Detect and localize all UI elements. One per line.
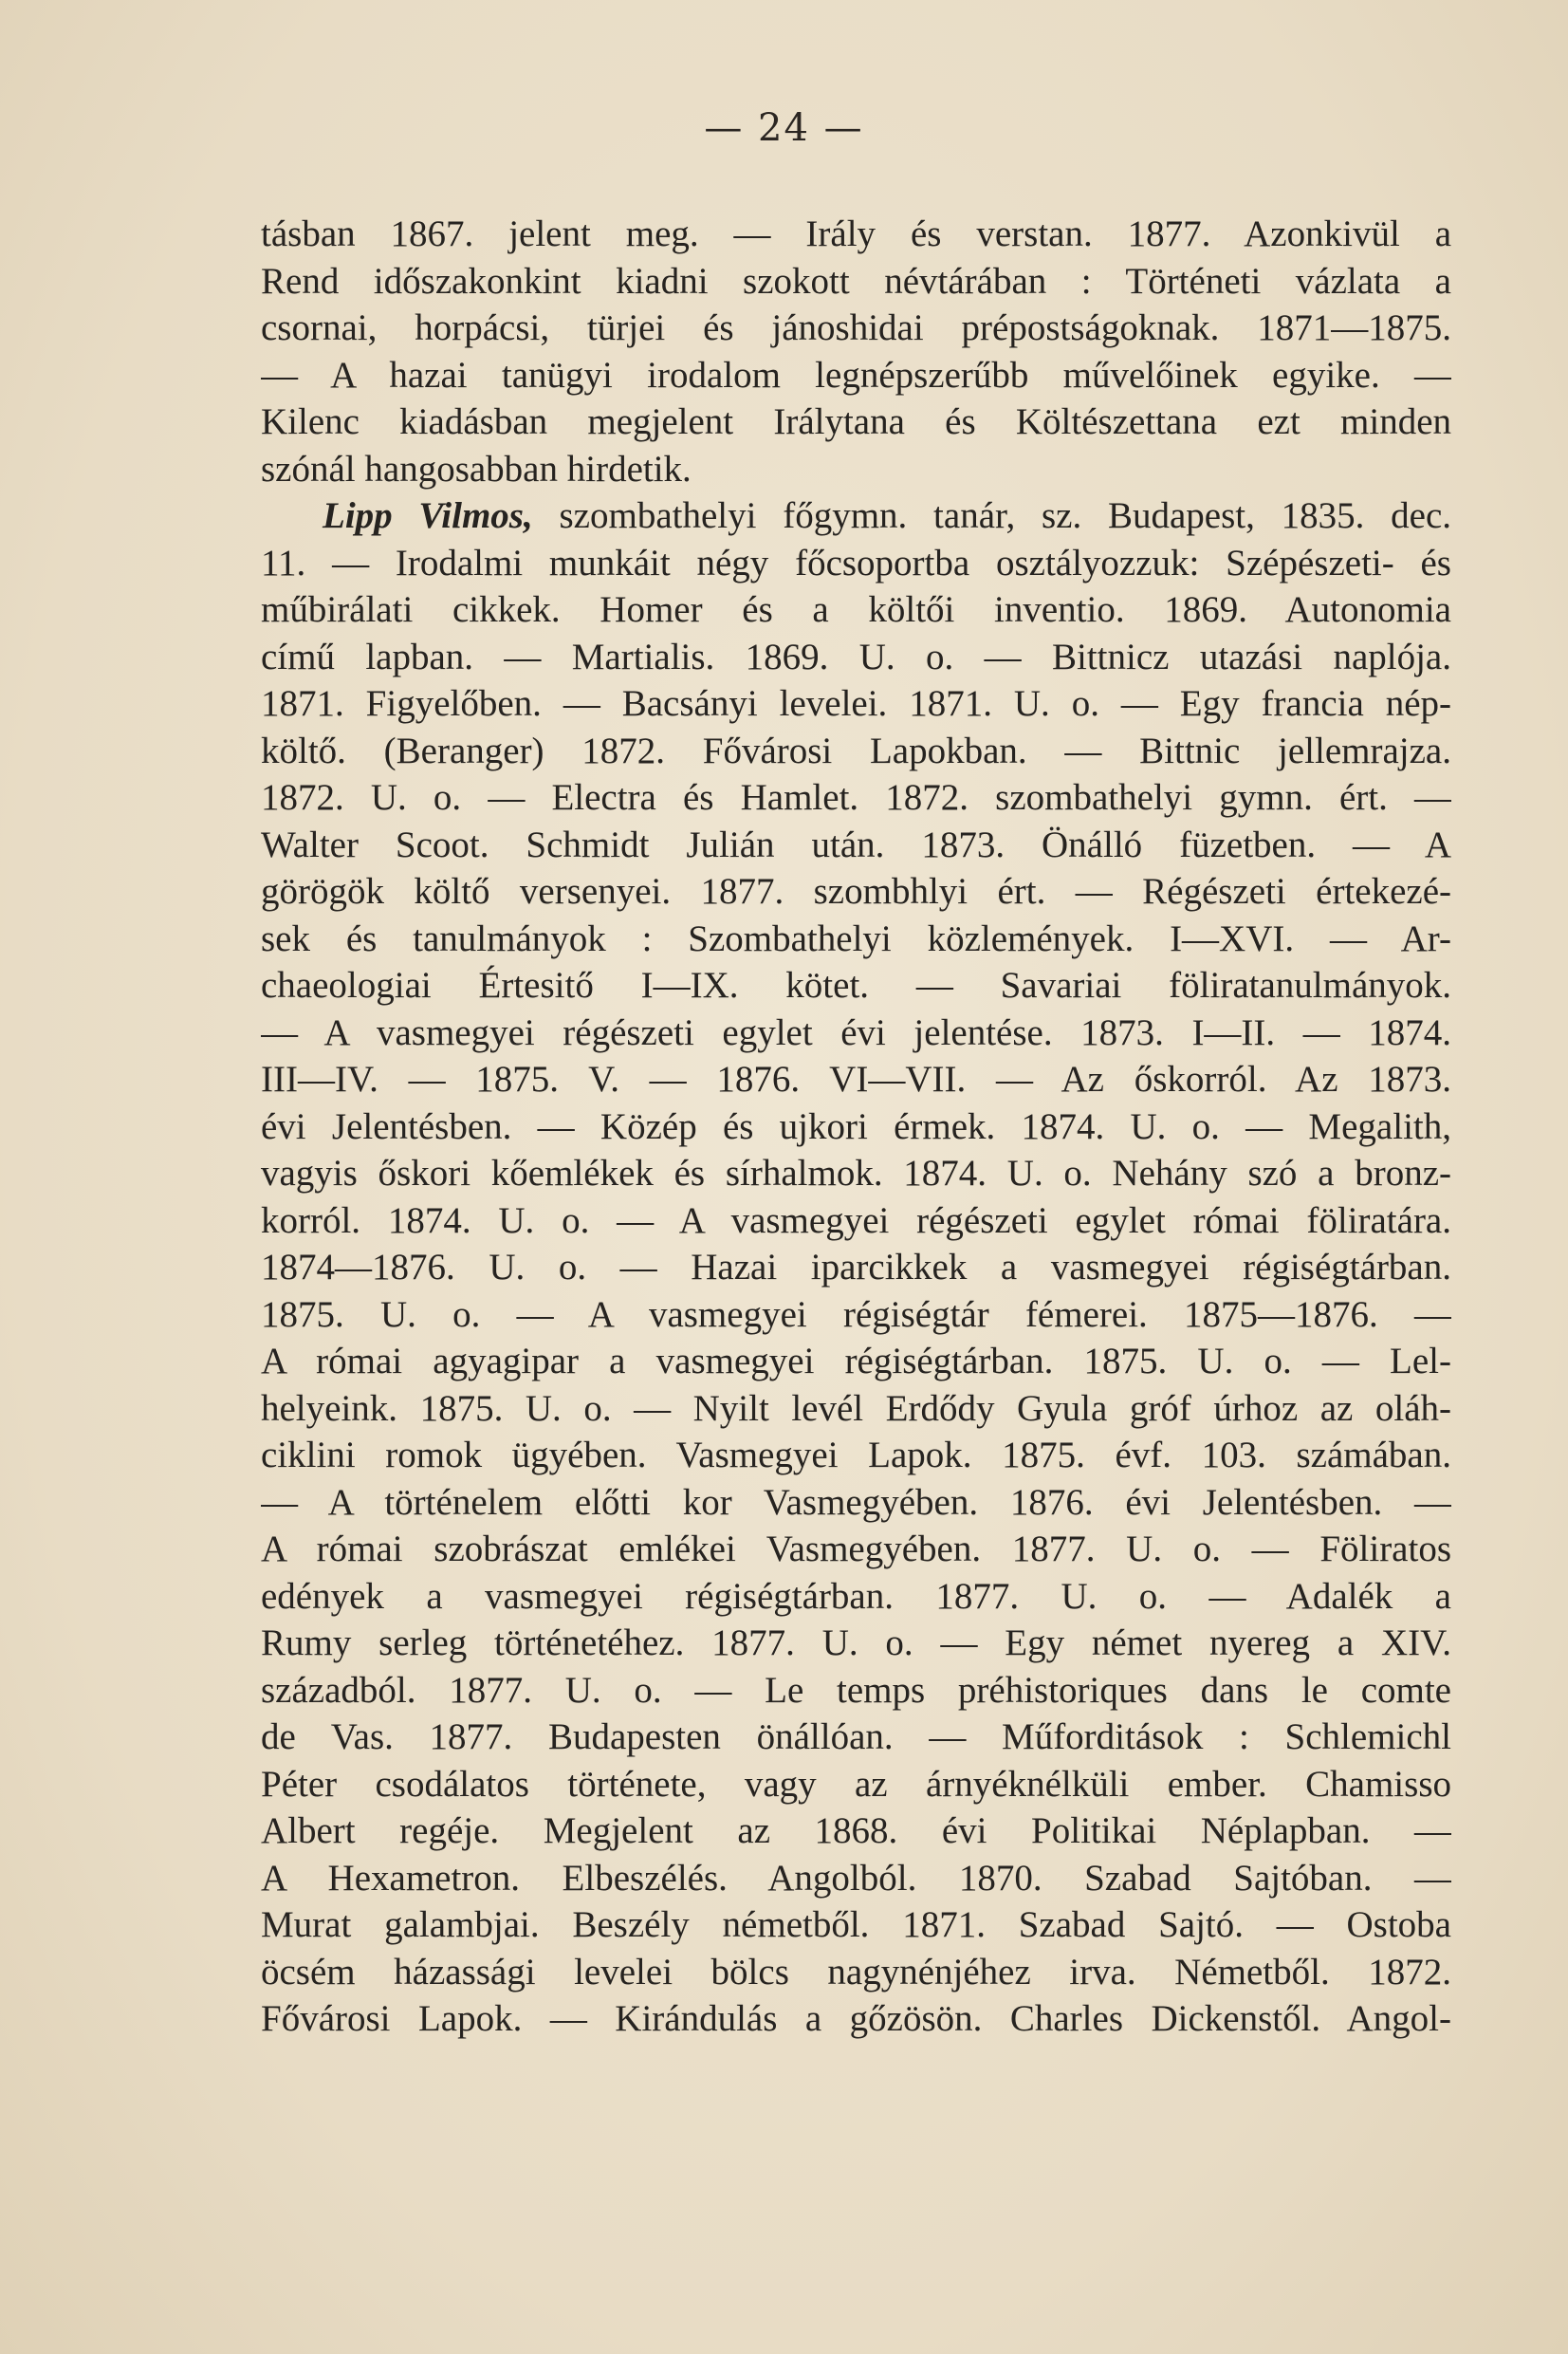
text-line-24: 1875. U. o. — A vasmegyei régiségtár fémerei. 1875—1876. —: [261, 1293, 1451, 1335]
text-line-31: Rumy serleg történetéhez. 1877. U. o. — Egy német nyereg a XIV.: [261, 1622, 1451, 1663]
text-line-9: műbirálati cikkek. Homer és a költői inventio. 1869. Autonomia: [261, 589, 1451, 630]
text-line-2: Rend időszakonkint kiadni szokott névtárában : Történeti vázlata a: [261, 260, 1451, 302]
entry-line: [261, 492, 1451, 540]
text-line-15: görögök költő versenyei. 1877. szombhlyi ért. — Régészeti értekezé-: [261, 871, 1451, 912]
entry-rest: szombathelyi főgymn. tanár, sz. Budapest, 1835. dec.: [532, 495, 1451, 536]
text-line-34: Péter csodálatos története, vagy az árnyéknélküli ember. Chamisso: [261, 1763, 1451, 1805]
text-line-20: évi Jelentésben. — Közép és ujkori érmek. 1874. U. o. — Megalith,: [261, 1105, 1451, 1147]
text-line-23: 1874—1876. U. o. — Hazai iparcikkek a vasmegyei régiségtárban.: [261, 1247, 1451, 1288]
text-line-29: A római szobrászat emlékei Vasmegyében. 1877. U. o. — Föliratos: [261, 1529, 1451, 1569]
text-line-14: Walter Scoot. Schmidt Julián után. 1873. Önálló füzetben. — A: [261, 824, 1451, 865]
text-line-3: csornai, horpácsi, türjei és jánoshidai prépostságoknak. 1871—1875.: [261, 307, 1451, 348]
text-line-33: de Vas. 1877. Budapesten önállóan. — Műforditások : Schlemichl: [261, 1716, 1451, 1757]
text-line-35: Albert regéje. Megjelent az 1868. évi Politikai Néplapban. —: [261, 1810, 1451, 1851]
text-line-18: — A vasmegyei régészeti egylet évi jelentése. 1873. I—II. — 1874.: [261, 1011, 1451, 1053]
text-line-6: szónál hangosabban hirdetik.: [261, 448, 692, 490]
text-line-13: 1872. U. o. — Electra és Hamlet. 1872. szombathelyi gymn. ért. —: [261, 777, 1451, 818]
text-line-32: századból. 1877. U. o. — Le temps préhistoriques dans le comte: [261, 1669, 1451, 1711]
text-line-22: korról. 1874. U. o. — A vasmegyei régészeti egylet római föliratára.: [261, 1199, 1451, 1241]
text-line-19: III—IV. — 1875. V. — 1876. VI—VII. — Az őskorról. Az 1873.: [261, 1059, 1451, 1100]
text-line-12: költő. (Beranger) 1872. Fővárosi Lapokban. — Bittnic jellemrajza.: [261, 730, 1451, 771]
text-line-16: sek és tanulmányok : Szombathelyi közlemények. I—XVI. — Ar-: [261, 918, 1451, 959]
text-line-10: című lapban. — Martialis. 1869. U. o. — Bittnicz utazási naplója.: [261, 636, 1451, 677]
text-line-30: edények a vasmegyei régiségtárban. 1877. U. o. — Adalék a: [261, 1575, 1451, 1617]
text-line-5: Kilenc kiadásban megjelent Irálytana és Költészettana ezt minden: [261, 401, 1451, 442]
text-line-37: Murat galambjai. Beszély németből. 1871. Szabad Sajtó. — Ostoba: [261, 1904, 1451, 1945]
body-text: [261, 211, 1451, 2043]
text-line-28: — A történelem előtti kor Vasmegyében. 1876. évi Jelentésben. —: [261, 1481, 1451, 1523]
text-line-17: chaeologiai Értesitő I—IX. kötet. — Savariai föliratanulmányok.: [261, 965, 1451, 1006]
text-line-36: A Hexametron. Elbeszélés. Angolból. 1870. Szabad Sajtóban. —: [261, 1857, 1451, 1899]
text-line-27: ciklini romok ügyében. Vasmegyei Lapok. 1875. évf. 103. számában.: [261, 1435, 1451, 1475]
text-line-25: A római agyagipar a vasmegyei régiségtárban. 1875. U. o. — Lel-: [261, 1341, 1451, 1381]
text-line-38: öcsém házassági levelei bölcs nagynénjéhez irva. Németből. 1872.: [261, 1951, 1451, 1993]
text-line-11: 1871. Figyelőben. — Bacsányi levelei. 1871. U. o. — Egy francia nép-: [261, 683, 1451, 724]
page-number: — 24 —: [704, 106, 864, 150]
entry-name: Lipp Vilmos,: [323, 495, 533, 536]
text-line-39: Fővárosi Lapok. — Kirándulás a gőzösön. Charles Dickenstől. Angol-: [261, 1998, 1451, 2039]
text-line-1: tásban 1867. jelent meg. — Irály és verstan. 1877. Azonkivül a: [261, 213, 1451, 254]
text-line-26: helyeink. 1875. U. o. — Nyilt levél Erdődy Gyula gróf úrhoz az oláh-: [261, 1387, 1451, 1429]
text-line-21: vagyis őskori kőemlékek és sírhalmok. 1874. U. o. Nehány szó a bronz-: [261, 1153, 1451, 1194]
text-line-8: 11. — Irodalmi munkáit négy főcsoportba osztályozzuk: Szépészeti- és: [261, 542, 1451, 584]
text-line-4: — A hazai tanügyi irodalom legnépszerűbb művelőinek egyike. —: [261, 354, 1451, 396]
